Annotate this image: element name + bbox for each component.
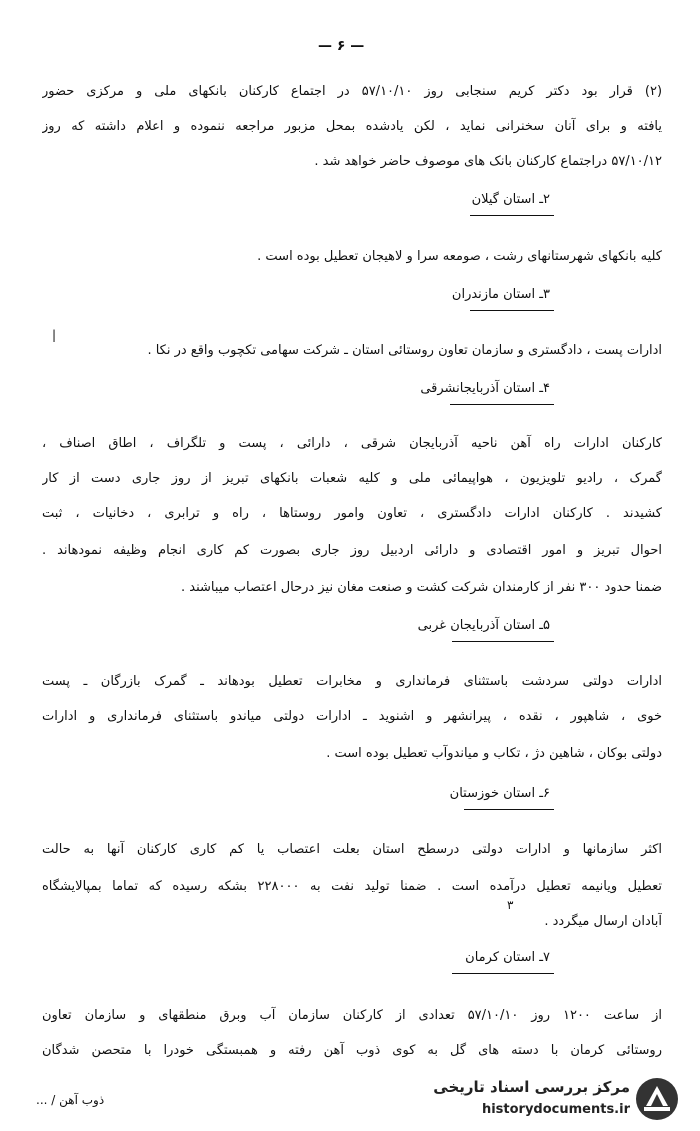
page-number: — ۶ —: [318, 38, 365, 54]
archive-logo-icon: [634, 1076, 680, 1122]
paragraph-line: ۵۷/۱۰/۱۲ دراجتماع کارکنان بانک های موصوف حاضر خواهد شد .: [314, 154, 662, 169]
paragraph-line: ادارات دولتی سردشت باستثنای فرمانداری و مخابرات تعطیل بودهاند ـ گمرک بازرگان ـ پست: [42, 674, 662, 689]
watermark-url: historydocuments.ir: [481, 1102, 630, 1117]
paragraph-line: از ساعت ۱۲۰۰ روز ۵۷/۱۰/۱۰ تعدادی از کارکنان سازمان آب وبرق منطقهای و سازمان تعاون: [42, 1008, 662, 1023]
heading-underline: [450, 404, 554, 405]
section-heading-gilan: ۲ـ استان گیلان: [471, 192, 550, 207]
section-heading-west-azerbaijan: ۵ـ استان آذربایجان غربی: [417, 618, 550, 633]
section-heading-khuzestan: ۶ـ استان خوزستان: [449, 786, 550, 801]
margin-mark: |: [52, 328, 57, 342]
paragraph-line: روستائی کرمان با دسته های گل به کوی ذوب آهن رفته و همبستگی خودرا با متحصن شدگان: [42, 1043, 662, 1058]
watermark-title: مرکز بررسی اسناد تاریخی: [433, 1078, 630, 1096]
footnote-mark: ۳: [507, 898, 514, 912]
paragraph-line: (۲) قرار بود دکتر کریم سنجابی روز ۵۷/۱۰/۱۰ در اجتماع کارکنان بانکهای ملی و مرکزی حضور: [42, 84, 662, 99]
heading-underline: [452, 973, 554, 974]
paragraph-line: ضمنا حدود ۳۰۰ نفر از کارمندان شرکت کشت و صنعت مغان نیز درحال اعتصاب میباشند .: [181, 580, 662, 595]
paragraph-line: اکثر سازمانها و ادارات دولتی درسطح استان بعلت اعتصاب یا کم کاری کارکنان آنها به حالت: [42, 842, 662, 857]
paragraph-line: کلیه بانکهای شهرستانهای رشت ، صومعه سرا و لاهیجان تعطیل بوده است .: [257, 249, 662, 264]
heading-underline: [470, 310, 554, 311]
watermark: [424, 1076, 684, 1126]
paragraph-line: ادارات پست ، دادگستری و سازمان تعاون روستائی استان ـ شرکت سهامی تکچوب واقع در نکا .: [147, 343, 662, 358]
paragraph-line: احوال تبریز و امور اقتصادی و دارائی اردبیل روز جاری بصورت کم کاری انجام وظیفه نمودهاند .: [42, 543, 662, 558]
section-heading-kerman: ۷ـ استان کرمان: [465, 950, 550, 965]
continuation-note: ذوب آهن / ...: [36, 1093, 105, 1107]
heading-underline: [464, 809, 554, 810]
heading-underline: [452, 641, 554, 642]
heading-underline: [470, 215, 554, 216]
paragraph-line: تعطیل ویانیمه تعطیل درآمده است . ضمنا تولید نفت به ۲۲۸۰۰۰ بشکه رسیده که تماما بمپالایشگاه: [42, 879, 662, 894]
paragraph-line: خوی ، شاهپور ، نقده ، پیرانشهر و اشنوید ـ ادارات دولتی میاندو باستثنای فرمانداری و ادارات: [42, 709, 662, 724]
paragraph-line: گمرک ، رادیو تلویزیون ، هواپیمائی ملی و کلیه شعبات بانکهای تبریز از روز جاری دست از کار: [42, 471, 662, 486]
section-heading-mazandaran: ۳ـ استان مازندران: [451, 287, 550, 302]
paragraph-line: دولتی بوکان ، شاهین دژ ، تکاب و میاندوآب تعطیل بوده است .: [326, 746, 662, 761]
paragraph-line: کشیدند . کارکنان ادارات دادگستری ، تعاون وامور روستاها ، راه و ترابری ، دخانیات ، ثبت: [42, 506, 662, 521]
paragraph-line: کارکنان ادارات راه آهن ناحیه آذربایجان شرقی ، دارائی ، پست و تلگراف ، اطاق اصناف ،: [42, 436, 662, 451]
paragraph-line: آبادان ارسال میگردد .: [544, 914, 662, 929]
section-heading-east-azerbaijan: ۴ـ استان آذربایجانشرقی: [420, 381, 550, 396]
paragraph-line: یافته و برای آنان سخنرانی نماید ، لکن یادشده بمحل مزبور مراجعه ننموده و اعلام داشته که روز: [42, 119, 662, 134]
